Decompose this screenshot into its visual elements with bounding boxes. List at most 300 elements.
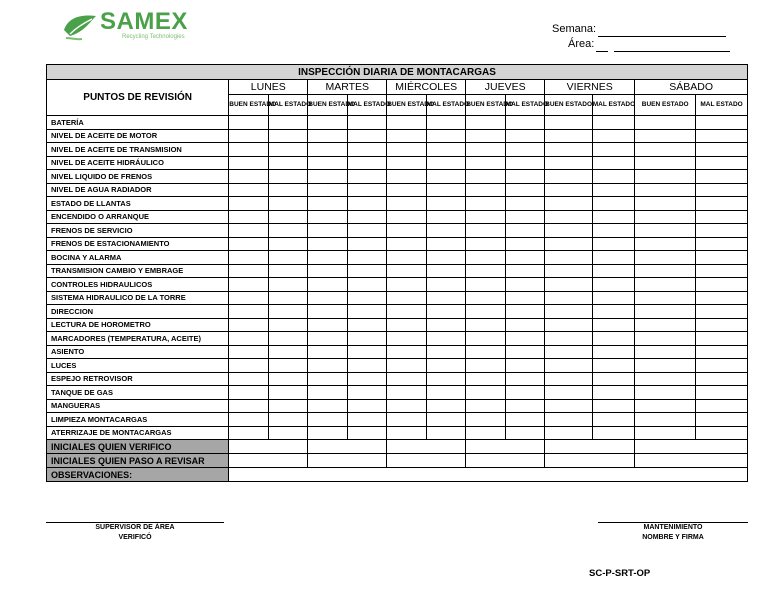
check-cell[interactable] (466, 183, 505, 197)
check-cell[interactable] (592, 386, 635, 400)
check-cell[interactable] (545, 251, 593, 265)
initials-cell[interactable] (635, 454, 748, 468)
check-cell[interactable] (635, 183, 696, 197)
check-cell[interactable] (268, 345, 307, 359)
check-cell[interactable] (347, 332, 386, 346)
check-cell[interactable] (505, 413, 544, 427)
check-cell[interactable] (347, 129, 386, 143)
check-cell[interactable] (229, 170, 268, 184)
initials-cell[interactable] (466, 454, 545, 468)
check-cell[interactable] (545, 264, 593, 278)
check-cell[interactable] (268, 426, 307, 440)
check-cell[interactable] (696, 318, 748, 332)
initials-cell[interactable] (466, 440, 545, 454)
check-cell[interactable] (592, 237, 635, 251)
check-cell[interactable] (635, 318, 696, 332)
check-cell[interactable] (592, 359, 635, 373)
check-cell[interactable] (545, 399, 593, 413)
check-cell[interactable] (505, 332, 544, 346)
check-cell[interactable] (308, 359, 347, 373)
check-cell[interactable] (545, 224, 593, 238)
check-cell[interactable] (426, 143, 465, 157)
check-cell[interactable] (635, 386, 696, 400)
check-cell[interactable] (466, 372, 505, 386)
check-cell[interactable] (466, 170, 505, 184)
check-cell[interactable] (466, 359, 505, 373)
check-cell[interactable] (229, 129, 268, 143)
check-cell[interactable] (635, 413, 696, 427)
area-input-line-short[interactable] (596, 41, 608, 52)
check-cell[interactable] (387, 116, 426, 130)
check-cell[interactable] (592, 170, 635, 184)
check-cell[interactable] (387, 143, 426, 157)
initials-cell[interactable] (635, 440, 748, 454)
check-cell[interactable] (308, 197, 347, 211)
check-cell[interactable] (426, 170, 465, 184)
check-cell[interactable] (308, 156, 347, 170)
check-cell[interactable] (308, 318, 347, 332)
check-cell[interactable] (347, 372, 386, 386)
check-cell[interactable] (229, 210, 268, 224)
check-cell[interactable] (505, 156, 544, 170)
check-cell[interactable] (592, 224, 635, 238)
check-cell[interactable] (387, 426, 426, 440)
check-cell[interactable] (505, 143, 544, 157)
check-cell[interactable] (229, 264, 268, 278)
check-cell[interactable] (347, 264, 386, 278)
check-cell[interactable] (229, 197, 268, 211)
check-cell[interactable] (426, 278, 465, 292)
check-cell[interactable] (426, 345, 465, 359)
check-cell[interactable] (347, 345, 386, 359)
check-cell[interactable] (592, 210, 635, 224)
check-cell[interactable] (505, 318, 544, 332)
check-cell[interactable] (696, 345, 748, 359)
check-cell[interactable] (426, 224, 465, 238)
check-cell[interactable] (696, 183, 748, 197)
check-cell[interactable] (635, 251, 696, 265)
check-cell[interactable] (308, 372, 347, 386)
check-cell[interactable] (387, 359, 426, 373)
check-cell[interactable] (505, 116, 544, 130)
check-cell[interactable] (387, 129, 426, 143)
check-cell[interactable] (635, 264, 696, 278)
check-cell[interactable] (635, 372, 696, 386)
check-cell[interactable] (592, 399, 635, 413)
check-cell[interactable] (308, 426, 347, 440)
check-cell[interactable] (592, 129, 635, 143)
check-cell[interactable] (696, 399, 748, 413)
check-cell[interactable] (268, 237, 307, 251)
check-cell[interactable] (308, 386, 347, 400)
check-cell[interactable] (696, 237, 748, 251)
check-cell[interactable] (635, 291, 696, 305)
check-cell[interactable] (268, 251, 307, 265)
check-cell[interactable] (505, 305, 544, 319)
check-cell[interactable] (426, 386, 465, 400)
check-cell[interactable] (347, 305, 386, 319)
check-cell[interactable] (635, 305, 696, 319)
check-cell[interactable] (387, 183, 426, 197)
check-cell[interactable] (268, 264, 307, 278)
check-cell[interactable] (347, 399, 386, 413)
check-cell[interactable] (268, 359, 307, 373)
check-cell[interactable] (387, 156, 426, 170)
check-cell[interactable] (696, 143, 748, 157)
check-cell[interactable] (592, 413, 635, 427)
check-cell[interactable] (308, 291, 347, 305)
check-cell[interactable] (696, 197, 748, 211)
check-cell[interactable] (347, 183, 386, 197)
check-cell[interactable] (229, 224, 268, 238)
check-cell[interactable] (635, 345, 696, 359)
check-cell[interactable] (387, 170, 426, 184)
check-cell[interactable] (308, 332, 347, 346)
check-cell[interactable] (229, 318, 268, 332)
check-cell[interactable] (466, 413, 505, 427)
check-cell[interactable] (229, 251, 268, 265)
check-cell[interactable] (545, 156, 593, 170)
check-cell[interactable] (545, 386, 593, 400)
check-cell[interactable] (308, 264, 347, 278)
check-cell[interactable] (268, 143, 307, 157)
check-cell[interactable] (592, 183, 635, 197)
check-cell[interactable] (347, 278, 386, 292)
check-cell[interactable] (229, 372, 268, 386)
check-cell[interactable] (505, 426, 544, 440)
check-cell[interactable] (545, 291, 593, 305)
check-cell[interactable] (505, 197, 544, 211)
check-cell[interactable] (426, 359, 465, 373)
check-cell[interactable] (229, 237, 268, 251)
check-cell[interactable] (635, 170, 696, 184)
check-cell[interactable] (696, 413, 748, 427)
check-cell[interactable] (505, 399, 544, 413)
check-cell[interactable] (268, 210, 307, 224)
check-cell[interactable] (268, 278, 307, 292)
check-cell[interactable] (466, 251, 505, 265)
check-cell[interactable] (592, 305, 635, 319)
check-cell[interactable] (387, 386, 426, 400)
check-cell[interactable] (229, 156, 268, 170)
check-cell[interactable] (545, 426, 593, 440)
check-cell[interactable] (268, 197, 307, 211)
check-cell[interactable] (387, 305, 426, 319)
check-cell[interactable] (229, 359, 268, 373)
check-cell[interactable] (635, 426, 696, 440)
initials-cell[interactable] (229, 440, 308, 454)
check-cell[interactable] (696, 305, 748, 319)
check-cell[interactable] (347, 318, 386, 332)
check-cell[interactable] (426, 399, 465, 413)
check-cell[interactable] (347, 251, 386, 265)
check-cell[interactable] (268, 413, 307, 427)
check-cell[interactable] (426, 305, 465, 319)
check-cell[interactable] (545, 332, 593, 346)
check-cell[interactable] (347, 237, 386, 251)
check-cell[interactable] (268, 170, 307, 184)
check-cell[interactable] (466, 143, 505, 157)
check-cell[interactable] (387, 345, 426, 359)
check-cell[interactable] (387, 332, 426, 346)
check-cell[interactable] (229, 183, 268, 197)
check-cell[interactable] (387, 413, 426, 427)
check-cell[interactable] (466, 156, 505, 170)
check-cell[interactable] (505, 372, 544, 386)
check-cell[interactable] (387, 251, 426, 265)
check-cell[interactable] (696, 372, 748, 386)
initials-cell[interactable] (229, 454, 308, 468)
check-cell[interactable] (347, 197, 386, 211)
check-cell[interactable] (505, 237, 544, 251)
check-cell[interactable] (387, 210, 426, 224)
check-cell[interactable] (635, 237, 696, 251)
check-cell[interactable] (696, 170, 748, 184)
check-cell[interactable] (268, 332, 307, 346)
check-cell[interactable] (229, 278, 268, 292)
check-cell[interactable] (426, 264, 465, 278)
check-cell[interactable] (466, 305, 505, 319)
check-cell[interactable] (308, 278, 347, 292)
check-cell[interactable] (505, 224, 544, 238)
check-cell[interactable] (635, 143, 696, 157)
check-cell[interactable] (308, 183, 347, 197)
check-cell[interactable] (308, 237, 347, 251)
check-cell[interactable] (505, 386, 544, 400)
check-cell[interactable] (696, 426, 748, 440)
check-cell[interactable] (696, 264, 748, 278)
check-cell[interactable] (426, 291, 465, 305)
check-cell[interactable] (268, 318, 307, 332)
initials-cell[interactable] (387, 440, 466, 454)
check-cell[interactable] (229, 116, 268, 130)
check-cell[interactable] (426, 197, 465, 211)
check-cell[interactable] (347, 413, 386, 427)
check-cell[interactable] (545, 210, 593, 224)
check-cell[interactable] (635, 116, 696, 130)
check-cell[interactable] (466, 116, 505, 130)
check-cell[interactable] (426, 210, 465, 224)
check-cell[interactable] (229, 305, 268, 319)
check-cell[interactable] (466, 291, 505, 305)
check-cell[interactable] (592, 143, 635, 157)
check-cell[interactable] (308, 116, 347, 130)
check-cell[interactable] (387, 264, 426, 278)
check-cell[interactable] (466, 332, 505, 346)
check-cell[interactable] (466, 237, 505, 251)
check-cell[interactable] (387, 291, 426, 305)
check-cell[interactable] (268, 183, 307, 197)
check-cell[interactable] (308, 399, 347, 413)
check-cell[interactable] (505, 251, 544, 265)
check-cell[interactable] (696, 116, 748, 130)
check-cell[interactable] (466, 264, 505, 278)
check-cell[interactable] (347, 156, 386, 170)
check-cell[interactable] (696, 278, 748, 292)
check-cell[interactable] (426, 318, 465, 332)
check-cell[interactable] (229, 332, 268, 346)
check-cell[interactable] (347, 426, 386, 440)
area-input-line[interactable] (614, 41, 730, 52)
check-cell[interactable] (592, 372, 635, 386)
check-cell[interactable] (387, 224, 426, 238)
check-cell[interactable] (426, 251, 465, 265)
check-cell[interactable] (308, 413, 347, 427)
check-cell[interactable] (592, 116, 635, 130)
check-cell[interactable] (696, 386, 748, 400)
check-cell[interactable] (505, 359, 544, 373)
check-cell[interactable] (592, 345, 635, 359)
check-cell[interactable] (505, 345, 544, 359)
check-cell[interactable] (505, 278, 544, 292)
initials-cell[interactable] (308, 440, 387, 454)
check-cell[interactable] (635, 332, 696, 346)
check-cell[interactable] (347, 210, 386, 224)
check-cell[interactable] (696, 129, 748, 143)
check-cell[interactable] (268, 129, 307, 143)
check-cell[interactable] (635, 399, 696, 413)
check-cell[interactable] (387, 399, 426, 413)
check-cell[interactable] (308, 251, 347, 265)
check-cell[interactable] (592, 251, 635, 265)
check-cell[interactable] (592, 318, 635, 332)
check-cell[interactable] (696, 251, 748, 265)
check-cell[interactable] (505, 129, 544, 143)
check-cell[interactable] (387, 237, 426, 251)
check-cell[interactable] (696, 359, 748, 373)
initials-cell[interactable] (308, 454, 387, 468)
check-cell[interactable] (545, 237, 593, 251)
check-cell[interactable] (347, 170, 386, 184)
check-cell[interactable] (426, 156, 465, 170)
check-cell[interactable] (466, 278, 505, 292)
check-cell[interactable] (635, 129, 696, 143)
initials-cell[interactable] (387, 454, 466, 468)
check-cell[interactable] (466, 318, 505, 332)
check-cell[interactable] (268, 305, 307, 319)
check-cell[interactable] (592, 197, 635, 211)
check-cell[interactable] (229, 291, 268, 305)
check-cell[interactable] (387, 318, 426, 332)
semana-input-line[interactable] (598, 26, 726, 37)
check-cell[interactable] (347, 359, 386, 373)
check-cell[interactable] (308, 170, 347, 184)
check-cell[interactable] (268, 224, 307, 238)
check-cell[interactable] (426, 413, 465, 427)
check-cell[interactable] (466, 129, 505, 143)
check-cell[interactable] (696, 332, 748, 346)
check-cell[interactable] (592, 426, 635, 440)
check-cell[interactable] (466, 224, 505, 238)
observaciones-field[interactable] (229, 468, 748, 482)
check-cell[interactable] (635, 156, 696, 170)
check-cell[interactable] (229, 399, 268, 413)
check-cell[interactable] (347, 143, 386, 157)
check-cell[interactable] (347, 291, 386, 305)
initials-cell[interactable] (545, 454, 635, 468)
check-cell[interactable] (229, 345, 268, 359)
check-cell[interactable] (592, 264, 635, 278)
check-cell[interactable] (466, 426, 505, 440)
check-cell[interactable] (635, 197, 696, 211)
check-cell[interactable] (387, 372, 426, 386)
check-cell[interactable] (426, 129, 465, 143)
check-cell[interactable] (592, 332, 635, 346)
check-cell[interactable] (268, 116, 307, 130)
check-cell[interactable] (268, 386, 307, 400)
check-cell[interactable] (466, 386, 505, 400)
check-cell[interactable] (268, 372, 307, 386)
check-cell[interactable] (545, 143, 593, 157)
check-cell[interactable] (635, 359, 696, 373)
check-cell[interactable] (466, 399, 505, 413)
check-cell[interactable] (426, 332, 465, 346)
check-cell[interactable] (545, 413, 593, 427)
check-cell[interactable] (505, 291, 544, 305)
check-cell[interactable] (308, 129, 347, 143)
check-cell[interactable] (268, 156, 307, 170)
check-cell[interactable] (229, 143, 268, 157)
check-cell[interactable] (545, 305, 593, 319)
check-cell[interactable] (387, 197, 426, 211)
check-cell[interactable] (545, 318, 593, 332)
check-cell[interactable] (466, 210, 505, 224)
check-cell[interactable] (308, 345, 347, 359)
check-cell[interactable] (505, 183, 544, 197)
check-cell[interactable] (545, 372, 593, 386)
check-cell[interactable] (466, 345, 505, 359)
check-cell[interactable] (545, 183, 593, 197)
check-cell[interactable] (545, 278, 593, 292)
check-cell[interactable] (229, 386, 268, 400)
check-cell[interactable] (696, 291, 748, 305)
check-cell[interactable] (426, 183, 465, 197)
initials-cell[interactable] (545, 440, 635, 454)
check-cell[interactable] (426, 116, 465, 130)
check-cell[interactable] (635, 278, 696, 292)
check-cell[interactable] (308, 305, 347, 319)
check-cell[interactable] (426, 237, 465, 251)
check-cell[interactable] (545, 129, 593, 143)
check-cell[interactable] (268, 291, 307, 305)
check-cell[interactable] (505, 210, 544, 224)
check-cell[interactable] (545, 359, 593, 373)
check-cell[interactable] (696, 156, 748, 170)
check-cell[interactable] (229, 426, 268, 440)
check-cell[interactable] (505, 170, 544, 184)
check-cell[interactable] (545, 197, 593, 211)
check-cell[interactable] (696, 224, 748, 238)
check-cell[interactable] (426, 372, 465, 386)
check-cell[interactable] (308, 210, 347, 224)
check-cell[interactable] (545, 116, 593, 130)
check-cell[interactable] (229, 413, 268, 427)
check-cell[interactable] (387, 278, 426, 292)
check-cell[interactable] (268, 399, 307, 413)
check-cell[interactable] (545, 345, 593, 359)
check-cell[interactable] (505, 264, 544, 278)
check-cell[interactable] (635, 224, 696, 238)
check-cell[interactable] (347, 224, 386, 238)
check-cell[interactable] (635, 210, 696, 224)
check-cell[interactable] (308, 224, 347, 238)
check-cell[interactable] (592, 156, 635, 170)
check-cell[interactable] (466, 197, 505, 211)
check-cell[interactable] (592, 291, 635, 305)
check-cell[interactable] (347, 386, 386, 400)
check-cell[interactable] (545, 170, 593, 184)
check-cell[interactable] (347, 116, 386, 130)
